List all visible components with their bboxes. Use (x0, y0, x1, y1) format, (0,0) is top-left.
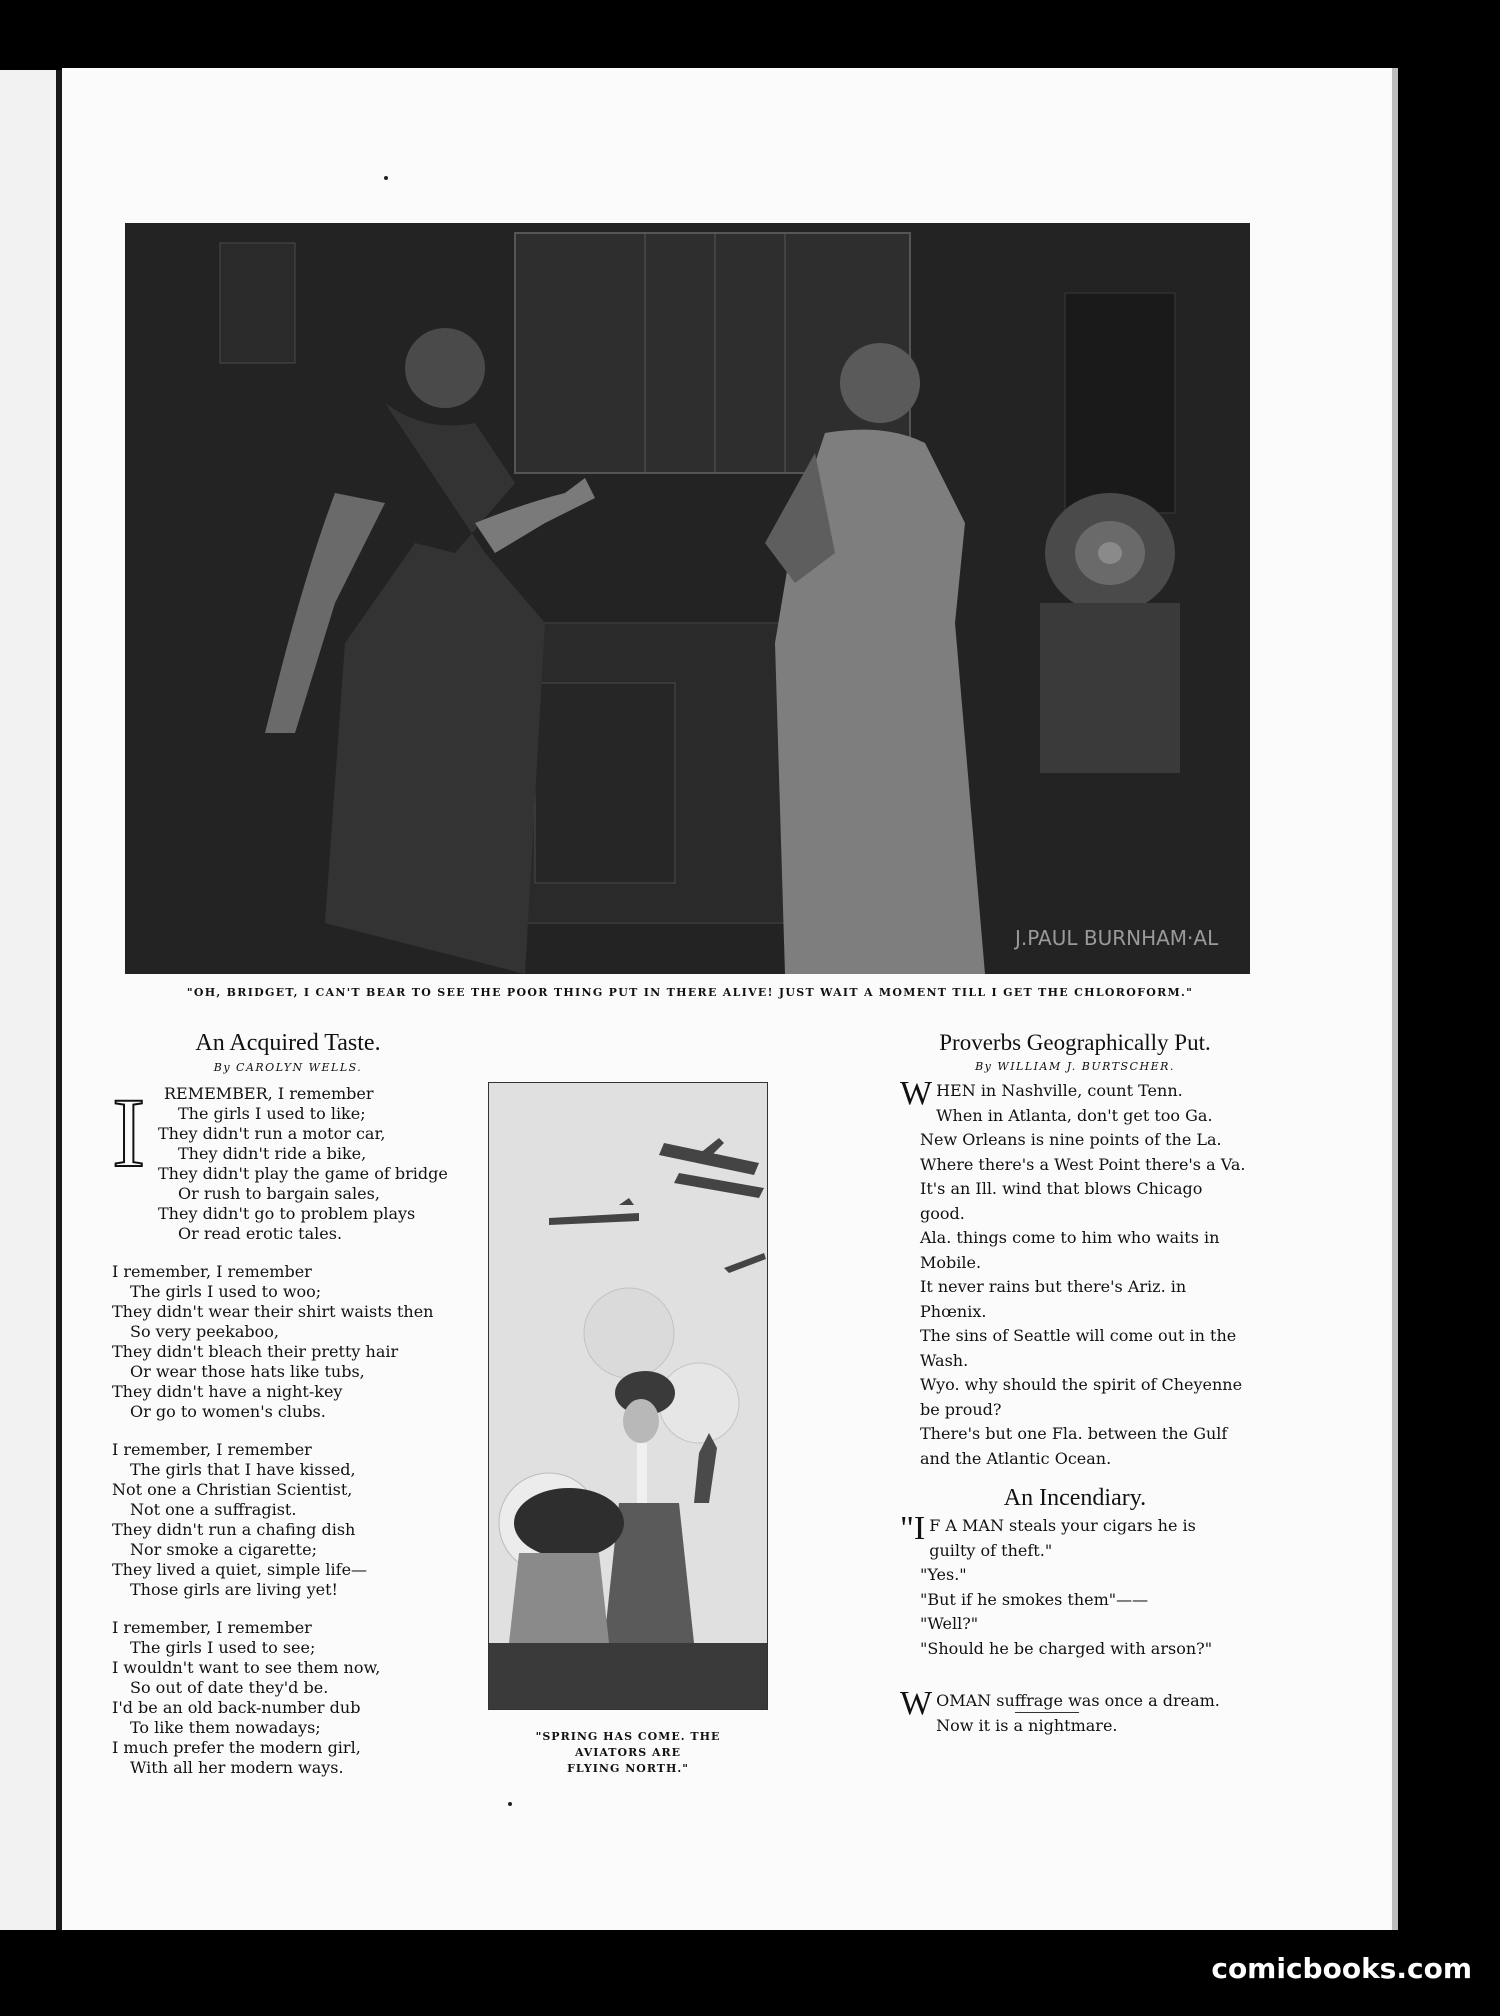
poem-line: The girls I used to see; (130, 1638, 316, 1657)
artist-signature: J.PAUL BURNHAM·AL (1015, 926, 1219, 950)
poem-line: So out of date they'd be. (130, 1678, 329, 1697)
poem-column (108, 1030, 468, 1074)
cartoon-caption (498, 1729, 758, 1777)
poem-line: Not one a Christian Scientist, (112, 1480, 353, 1499)
poem-stanza (112, 1618, 472, 1778)
incendiary-first (900, 1510, 1250, 1563)
poem-byline: By CAROLYN WELLS. (213, 1061, 363, 1074)
proverbs-title: Proverbs Geographically Put. (939, 1030, 1211, 1055)
proverb-first (900, 1075, 1250, 1128)
poem-line: I'd be an old back-number dub (112, 1698, 361, 1717)
poem-stanza (112, 1262, 472, 1422)
proverb-line: It's an Ill. wind that blows Chicago good. (920, 1179, 1203, 1223)
woman-line: Now it is a nightmare. (936, 1715, 1118, 1735)
poem-line: I remember, I remember (112, 1440, 312, 1459)
poem-line: Not one a suffragist. (130, 1500, 297, 1519)
proverb-line: New Orleans is nine points of the La. (920, 1130, 1222, 1149)
poem-line: They didn't ride a bike, (178, 1144, 367, 1163)
poem-line: They didn't play the game of bridge (158, 1164, 448, 1183)
poem-line: The girls that I have kissed, (130, 1460, 356, 1479)
poem-stanza (112, 1440, 472, 1600)
kitchen-illustration (125, 223, 1250, 974)
proverb-line: Ala. things come to him who waits in Mobile. (920, 1228, 1220, 1272)
page-right-edge (1392, 68, 1398, 1930)
poem-line: I remember, I remember (112, 1262, 312, 1281)
woman-suffrage-joke (900, 1685, 1250, 1738)
incendiary-body (900, 1510, 1250, 1661)
proverbs-column (900, 1030, 1250, 1738)
proverb-line: When in Atlanta, don't get too Ga. (936, 1105, 1213, 1125)
poem-body (112, 1077, 472, 1778)
proverbs-dropcap: W (900, 1075, 933, 1112)
incendiary-line: guilty of theft." (929, 1540, 1053, 1560)
aviators-cartoon (488, 1082, 768, 1710)
incendiary-dropcap: "I (900, 1510, 926, 1547)
poem-line: Or read erotic tales. (178, 1224, 343, 1243)
site-watermark: comicbooks.com (1211, 1952, 1472, 1985)
poem-line: They didn't go to problem plays (158, 1204, 416, 1223)
poem-line: They didn't run a motor car, (158, 1124, 386, 1143)
proverbs-body (900, 1075, 1250, 1471)
proverb-line: There's but one Fla. between the Gulf and the Atlantic Ocean. (920, 1424, 1228, 1468)
poem-dropcap: I (112, 1077, 146, 1188)
poem-line: They didn't have a night-key (112, 1382, 343, 1401)
woman-line: OMAN suffrage was once a dream. (936, 1691, 1220, 1710)
poem-line: So very peekaboo, (130, 1322, 279, 1341)
poem-line: I much prefer the modern girl, (112, 1738, 361, 1757)
poem-line: They didn't wear their shirt waists then (112, 1302, 434, 1321)
poem-line: Nor smoke a cigarette; (130, 1540, 317, 1559)
cartoon-caption-line: FLYING NORTH." (567, 1762, 689, 1775)
proverb-line: Wyo. why should the spirit of Cheyenne be proud? (920, 1375, 1243, 1419)
illustration-caption: "OH, BRIDGET, I CAN'T BEAR TO SEE THE POOR THING PUT IN THERE ALIVE! JUST WAIT A MOMENT TILL I GET THE CHLOROFORM." (186, 986, 1194, 999)
print-speck (384, 176, 388, 180)
incendiary-line: F A MAN steals your cigars he is (929, 1516, 1196, 1535)
incendiary-line: "Should he be charged with arson?" (920, 1638, 1213, 1658)
proverbs-byline: By WILLIAM J. BURTSCHER. (975, 1060, 1175, 1073)
poem-line: REMEMBER, I remember (164, 1084, 374, 1103)
proverb-line: The sins of Seattle will come out in the Wash. (920, 1326, 1237, 1370)
woman-dropcap: W (900, 1685, 933, 1722)
poem-line: The girls I used to woo; (130, 1282, 322, 1301)
poem-line: They lived a quiet, simple life— (112, 1560, 368, 1579)
facing-page-edge (0, 70, 56, 1930)
poem-line: Or wear those hats like tubs, (130, 1362, 365, 1381)
poem-line: To like them nowadays; (130, 1718, 321, 1737)
proverb-line: It never rains but there's Ariz. in Phœnix. (920, 1277, 1187, 1321)
poem-line: They didn't run a chafing dish (112, 1520, 356, 1539)
cartoon-caption-line: "SPRING HAS COME. THE AVIATORS ARE (535, 1730, 721, 1759)
poem-line: I remember, I remember (112, 1618, 312, 1637)
poem-line: Those girls are living yet! (130, 1580, 338, 1599)
incendiary-title: An Incendiary. (1003, 1485, 1147, 1511)
incendiary-line: "Yes." (920, 1565, 967, 1584)
incendiary-line: "But if he smokes them"—— (920, 1589, 1149, 1609)
poem-title: An Acquired Taste. (195, 1030, 381, 1056)
poem-line: Or go to women's clubs. (130, 1402, 326, 1421)
poem-line: They didn't bleach their pretty hair (112, 1342, 399, 1361)
poem-line: With all her modern ways. (130, 1758, 344, 1777)
proverb-line: HEN in Nashville, count Tenn. (936, 1081, 1183, 1100)
incendiary-line: "Well?" (920, 1614, 979, 1633)
poem-line: The girls I used to like; (178, 1104, 366, 1123)
proverb-line: Where there's a West Point there's a Va. (920, 1154, 1246, 1174)
section-divider (1015, 1712, 1079, 1713)
poem-line: Or rush to bargain sales, (178, 1184, 380, 1203)
poem-line: I wouldn't want to see them now, (112, 1658, 381, 1677)
print-speck (508, 1802, 512, 1806)
